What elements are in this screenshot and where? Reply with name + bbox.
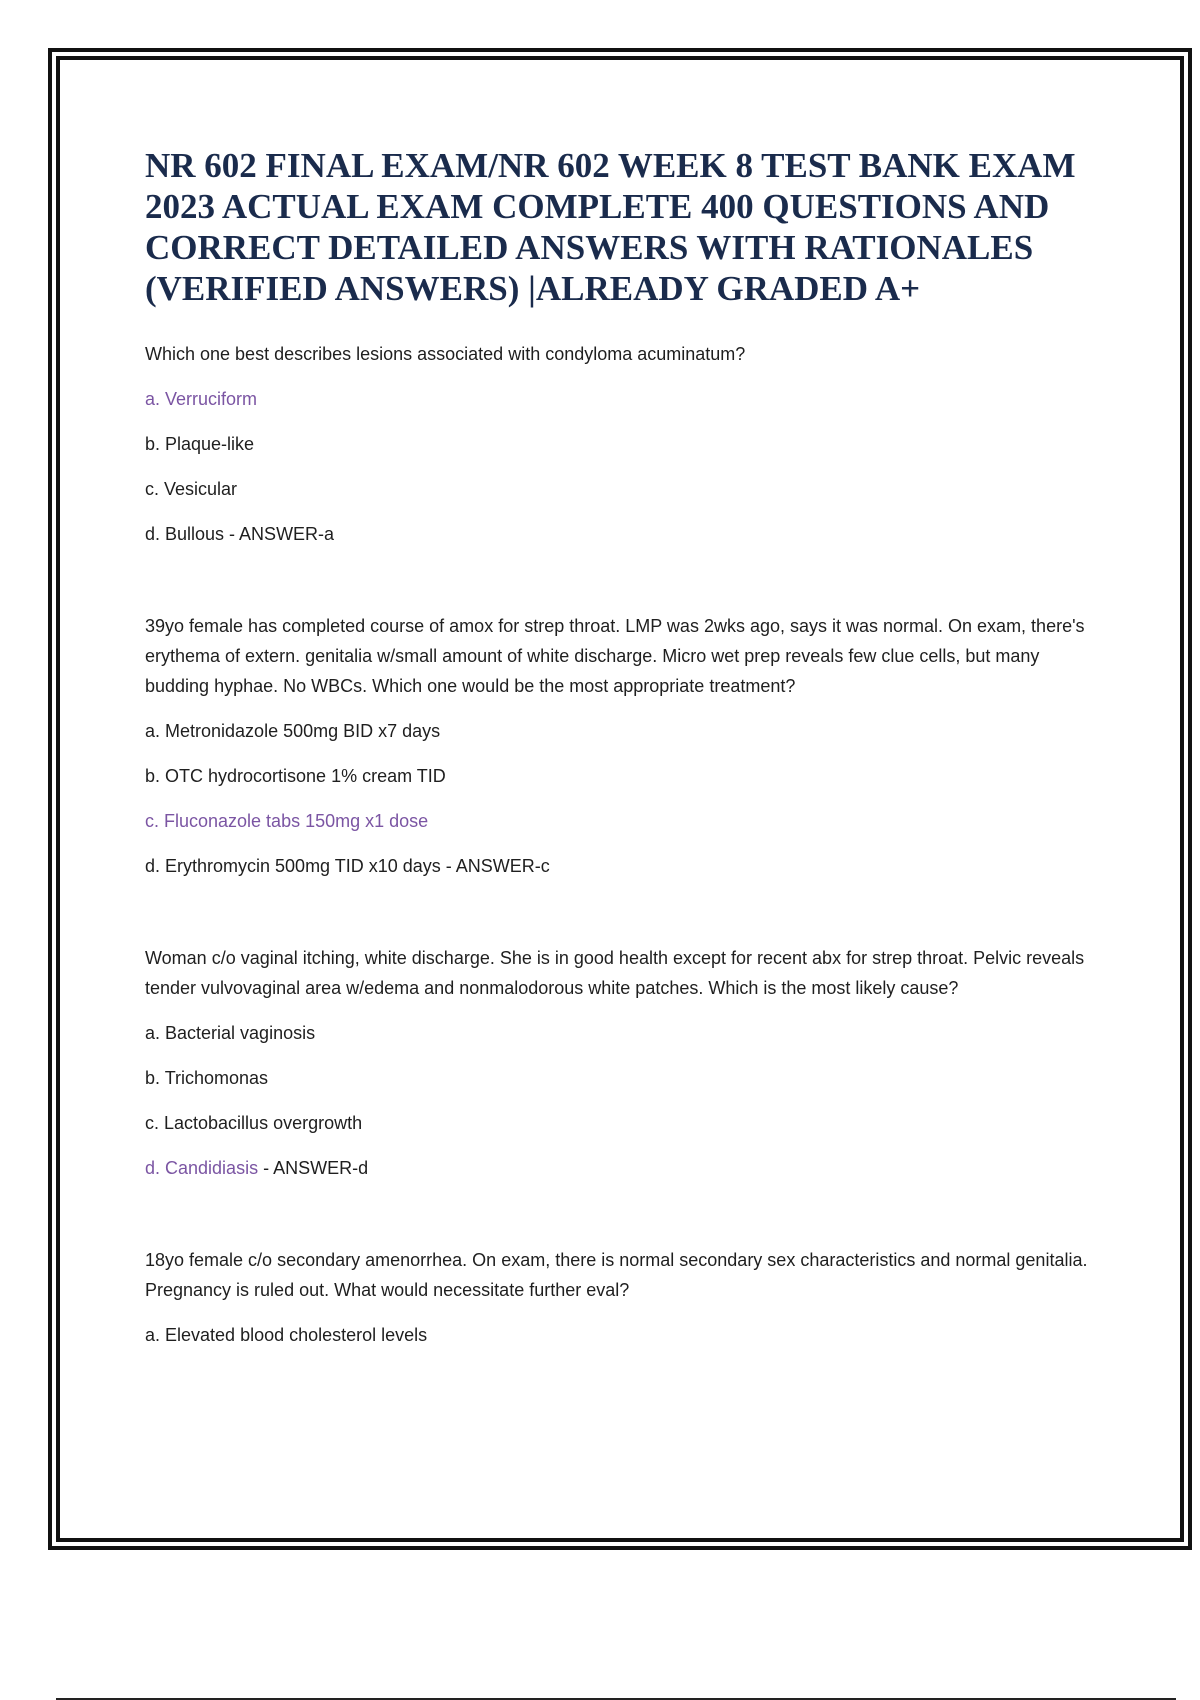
answer-option-text: c. Vesicular (145, 479, 238, 499)
answer-option-text: d. Bullous - ANSWER-a (145, 524, 335, 544)
answer-option-text: a. Elevated blood cholesterol levels (145, 1325, 428, 1345)
answer-option-text: c. Lactobacillus overgrowth (145, 1113, 363, 1133)
answer-option (145, 429, 1105, 459)
question-block (145, 943, 1105, 1183)
answer-option-text: d. Candidiasis (145, 1158, 259, 1178)
answer-option-correct (145, 384, 1105, 414)
answer-option-text: a. Verruciform (145, 389, 258, 409)
answer-option (145, 1063, 1105, 1093)
answer-option (145, 474, 1105, 504)
question-list (145, 339, 1105, 1350)
question-block (145, 1245, 1105, 1350)
document-content (145, 145, 1105, 1350)
answer-option-correct (145, 806, 1105, 836)
answer-option (145, 1018, 1105, 1048)
answer-option-text: a. Bacterial vaginosis (145, 1023, 316, 1043)
answer-option-text: b. OTC hydrocortisone 1% cream TID (145, 766, 446, 786)
answer-option-text: d. Erythromycin 500mg TID x10 days - ANSWER-c (145, 856, 550, 876)
answer-option (145, 851, 1105, 881)
question-block (145, 339, 1105, 549)
answer-option-text: a. Metronidazole 500mg BID x7 days (145, 721, 441, 741)
answer-option (145, 1320, 1105, 1350)
question-text: 18yo female c/o secondary amenorrhea. On exam, there is normal secondary sex characteristics and normal genitalia. Pregnancy is ruled out. What would necessitate further eval? (145, 1250, 1088, 1300)
question-text: 39yo female has completed course of amox for strep throat. LMP was 2wks ago, says it was normal. On exam, there's erythema of extern. genitalia w/small amount of white discharge. Micro wet prep reveals few clue cells, but many budding hyphae. No WBCs. Which one would be the most appropriate treatment? (145, 616, 1085, 696)
answer-option (145, 519, 1105, 549)
answer-key-suffix: - ANSWER-d (258, 1158, 369, 1178)
answer-option (145, 716, 1105, 746)
answer-option-correct (145, 1153, 1105, 1183)
answer-option-text: b. Trichomonas (145, 1068, 269, 1088)
question-text: Woman c/o vaginal itching, white discharge. She is in good health except for recent abx for strep throat. Pelvic reveals tender vulvovaginal area w/edema and nonmalodorous white patches. Which is the most likely cause? (145, 948, 1085, 998)
question-text: Which one best describes lesions associated with condyloma acuminatum? (145, 344, 746, 364)
document-title: NR 602 FINAL EXAM/NR 602 WEEK 8 TEST BANK EXAM 2023 ACTUAL EXAM COMPLETE 400 QUESTIONS AND CORRECT DETAILED ANSWERS WITH RATIONALES (VERIFIED ANSWERS) |ALREADY GRADED A+ (145, 146, 1076, 308)
answer-option (145, 1108, 1105, 1138)
answer-option (145, 761, 1105, 791)
answer-option-text: c. Fluconazole tabs 150mg x1 dose (145, 811, 429, 831)
answer-option-text: b. Plaque-like (145, 434, 255, 454)
question-block (145, 611, 1105, 881)
